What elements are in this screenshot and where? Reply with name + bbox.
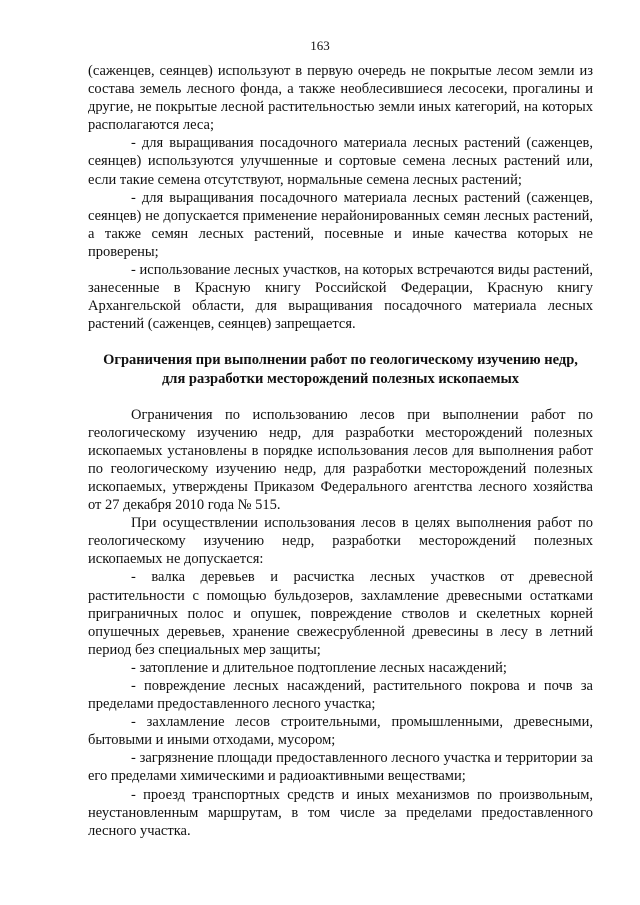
list-item: - для выращивания посадочного материала лесных растений (саженцев, сеянцев) не допускается применение нерайонированных семян лесных растений, а также семян лесных растений, посевные и иные качества которых не проверены; — [88, 189, 593, 260]
list-item: - для выращивания посадочного материала лесных растений (саженцев, сеянцев) используются улучшенные и сортовые семена лесных растений или, если такие семена отсутствуют, нормальные семена лесных растений; — [88, 135, 593, 188]
list-item: - затопление и длительное подтопление лесных насаждений; — [131, 659, 507, 676]
paragraph: При осуществлении использования лесов в целях выполнения работ по геологическому изучению недр, разработки месторождений полезных ископаемых не допускается: — [88, 515, 593, 568]
page-number: 163 — [310, 38, 330, 53]
list-item: - проезд транспортных средств и иных механизмов по произвольным, неустановленным маршрутам, в том числе за пределами предоставленного лесного участка. — [88, 786, 593, 839]
paragraph: (саженцев, сеянцев) используют в первую очередь не покрытые лесом земли из состава земель лесного фонда, а также необлесившиеся лесосеки, прогалины и другие, не покрытые лесной растительностью земли иных категорий, на которых располагаются леса; — [88, 63, 593, 134]
list-item: - использование лесных участков, на которых встречаются виды растений, занесенные в Красную книгу Российской Федерации, Красную книгу Архангельской области, для выращивания посадочного материала лесных растений (саженцев, сеянцев) запрещается. — [88, 262, 593, 333]
list-item: - повреждение лесных насаждений, растительного покрова и почв за пределами предоставленного лесного участка; — [88, 678, 593, 713]
list-item: - захламление лесов строительными, промышленными, древесными, бытовыми и иными отходами, мусором; — [88, 714, 593, 749]
document-body — [88, 62, 593, 840]
paragraph: Ограничения по использованию лесов при выполнении работ по геологическому изучению недр, для разработки месторождений полезных ископаемых установлены в порядке использования лесов для выполнения работ по геологическому изучению недр, для разработки месторождений полезных ископаемых, утверждены Приказом Федерального агентства лесного хозяйства от 27 декабря 2010 года № 515. — [88, 406, 593, 514]
list-item: - валка деревьев и расчистка лесных участков от древесной растительности с помощью бульдозеров, захламление древесными остатками приграничных полос и опушек, повреждение стволов и скелетных корней опушечных деревьев, хранение свежесрубленной древесины в лесу в летний период без специальных мер защиты; — [88, 569, 593, 658]
section-heading: Ограничения при выполнении работ по геологическому изучению недр, для разработки месторождений полезных ископаемых — [103, 352, 578, 387]
list-item: - загрязнение площади предоставленного лесного участка и территории за его пределами химическими и радиоактивными веществами; — [88, 750, 593, 785]
